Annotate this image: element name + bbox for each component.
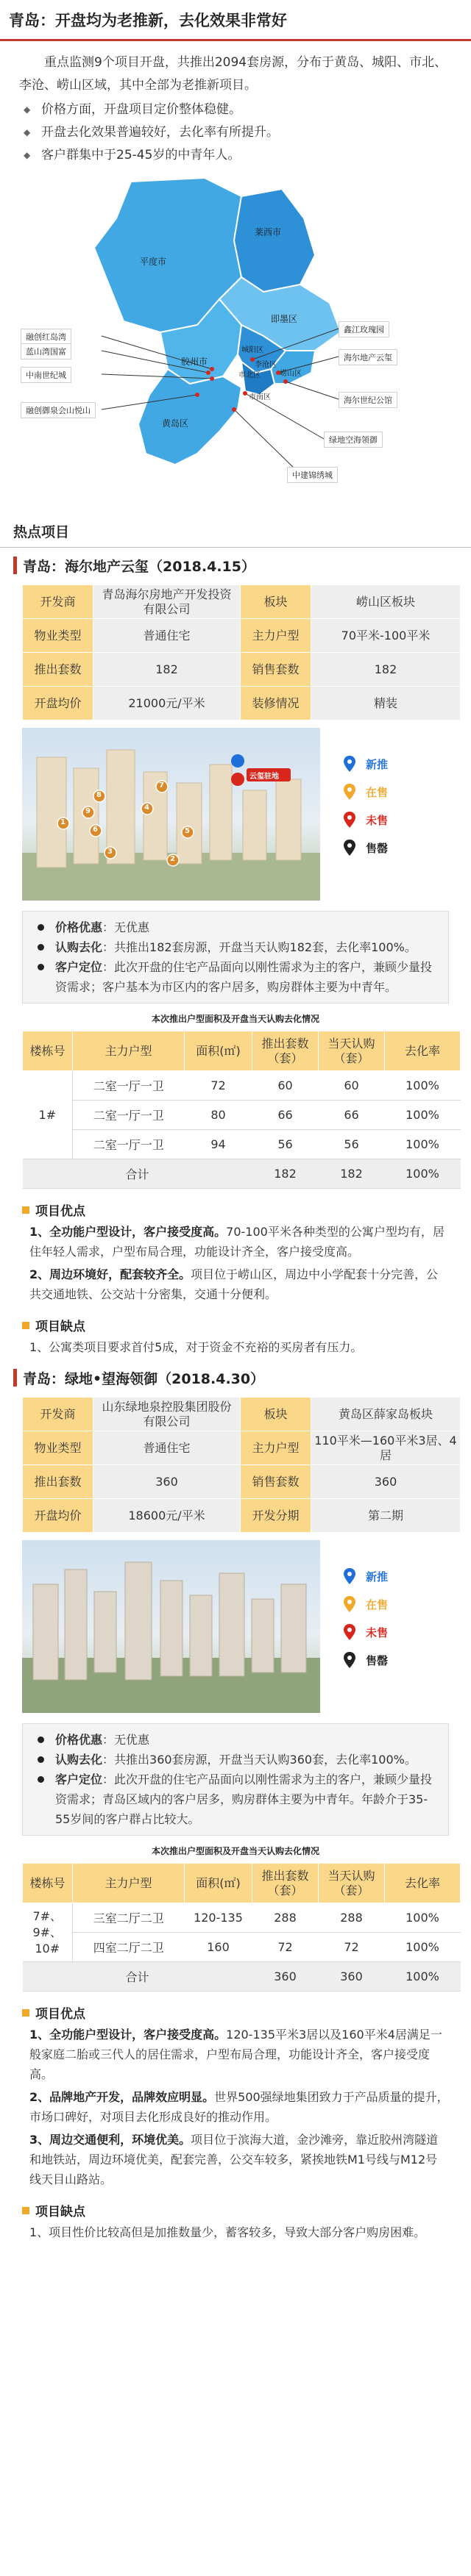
info-key: 销售套数 (241, 653, 311, 687)
legend-item (344, 1562, 388, 1590)
stat-cell: 100% (385, 1130, 461, 1159)
stat-header: 面积(㎡) (185, 1864, 252, 1903)
info-key: 推出套数 (23, 653, 93, 687)
pros-text: 世界500强绿地集团致力于产品质量的提升，市场口碑好，对项目去化形成良好的推动作用。 (29, 2090, 449, 2124)
info-value: 18600元/平米 (93, 1499, 241, 1533)
stat-cell: 360 (252, 1962, 319, 1992)
legend-item (344, 1590, 388, 1618)
district-label: 城阳区 (241, 346, 263, 354)
map-pin-icon (344, 812, 355, 828)
stat-building: 1# (23, 1071, 73, 1159)
info-key: 开发商 (23, 585, 93, 619)
render-illustration (22, 1540, 320, 1713)
project1-render-row (22, 728, 471, 901)
stat-cell: 56 (319, 1130, 385, 1159)
stat-cell: 360 (319, 1962, 385, 1992)
detail-item (55, 917, 438, 937)
info-value: 山东绿地泉控股集团股份有限公司 (93, 1398, 241, 1431)
intro-bullet: ◆ 开盘去化效果普遍较好，去化率有所提升。 (38, 121, 452, 144)
render-illustration (22, 728, 320, 901)
info-row (23, 1431, 461, 1465)
pros-paragraph (29, 1222, 449, 1262)
render-marker-label: 2 (170, 855, 175, 863)
intro-paragraph: 重点监测9个项目开盘，共推出2094套房源，分布于黄岛、城阳、市北、李沧、崂山区域，其中全部为老推新项目。 (19, 55, 447, 93)
project1-stat-caption: 本次推出户型面积及开盘当天认购去化情况 (151, 1014, 319, 1024)
stat-cell: 100% (385, 1962, 461, 1992)
detail-text: ：此次开盘的住宅产品面向以刚性需求为主的客户，兼顾少量投资需求；青岛区域内的客户居多，购房群体主要为中青年。年龄介于35-55岁间的客户群占比较大。 (55, 1772, 433, 1826)
info-key: 销售套数 (241, 1465, 311, 1499)
info-key: 开盘均价 (23, 687, 93, 720)
district-label: 胶州市 (181, 357, 208, 367)
stat-header: 主力户型 (73, 1864, 185, 1903)
pros-paragraph (29, 2130, 449, 2189)
stat-header: 楼栋号 (23, 1031, 73, 1071)
info-value: 110平米—160平米3居、4居 (311, 1431, 461, 1465)
render-marker-label: 8 (96, 791, 102, 799)
heading-text: 项目缺点 (35, 1320, 85, 1334)
map-pin-icon (344, 756, 355, 772)
project2-cons-heading (22, 2201, 471, 2219)
info-row (23, 1398, 461, 1431)
legend-item (344, 750, 388, 778)
stat-cell: 182 (319, 1159, 385, 1189)
map-pin-icon (344, 1568, 355, 1584)
project2-stat-table (22, 1863, 461, 1992)
stat-total-label: 合计 (23, 1962, 252, 1992)
heading-text: 项目优点 (35, 1204, 85, 1219)
intro-bullet: ◆ 客户群集中于25-45岁的中青年人。 (38, 144, 452, 167)
info-value: 182 (311, 653, 461, 687)
legend-label: 新推 (366, 1570, 389, 1584)
qingdao-district-map (21, 174, 455, 505)
detail-label: 客户定位 (55, 1772, 103, 1786)
stat-cell: 288 (319, 1903, 385, 1933)
map-project-label: 中南世纪城 (21, 367, 71, 383)
render-marker-label: 7 (159, 781, 164, 790)
map-project-label: 融创御泉会山悦山 (21, 402, 96, 418)
stat-cell: 60 (319, 1071, 385, 1101)
pros-text: 70-100平米各种类型的公寓户型均有，居住年轻人需求，户型布局合理，功能设计齐全，客户接受度高。 (29, 1225, 445, 1259)
legend-item (344, 1618, 388, 1646)
legend-label: 在售 (366, 1598, 389, 1611)
detail-text: ：此次开盘的住宅产品面向以刚性需求为主的客户，兼顾少量投资需求；客户基本为市区内的客户居多，购房群体主要为中青年。 (55, 960, 433, 994)
project1-legend (344, 728, 388, 901)
stat-cell: 100% (385, 1933, 461, 1962)
district-label: 李沧区 (255, 361, 277, 369)
detail-item (55, 1730, 438, 1750)
render-marker-label: 5 (185, 827, 190, 835)
pros-lead: 1、全功能户型设计，客户接受度高。 (29, 2028, 227, 2042)
info-key: 主力户型 (241, 1431, 311, 1465)
detail-item (55, 937, 438, 957)
stat-header: 楼栋号 (23, 1864, 73, 1903)
info-key: 装修情况 (241, 687, 311, 720)
stat-cell: 80 (185, 1101, 252, 1130)
stat-cell: 100% (385, 1903, 461, 1933)
stat-cell: 四室二厅二卫 (73, 1933, 185, 1962)
stat-cell: 72 (252, 1933, 319, 1962)
project1-stat-table (22, 1031, 461, 1189)
render-marker-label: 9 (85, 807, 91, 815)
project1-title-row (13, 555, 471, 576)
stat-cell: 二室一厅一卫 (73, 1130, 185, 1159)
info-value: 普通住宅 (93, 1431, 241, 1465)
detail-text: ：共推出182套房源，开盘当天认购182套，去化率100%。 (102, 940, 417, 954)
title-accent-bar (13, 1369, 17, 1387)
pros-lead: 3、周边交通便利，环境优美。 (29, 2133, 191, 2147)
intro-bullet: ◆ 价格方面，开盘项目定价整体稳健。 (38, 99, 452, 121)
info-row (23, 619, 461, 653)
project2-stat-caption: 本次推出户型面积及开盘当天认购去化情况 (151, 1846, 319, 1856)
pros-text: 项目位于崂山区，周边中小学配套十分完善，公共交通地铁、公交站十分密集，交通十分便利。 (29, 1267, 439, 1301)
stat-cell: 288 (252, 1903, 319, 1933)
detail-item (55, 957, 438, 997)
stat-header: 去化率 (385, 1864, 461, 1903)
project2-info-table (22, 1397, 461, 1533)
stat-cell: 100% (385, 1159, 461, 1189)
stat-cell: 182 (252, 1159, 319, 1189)
map-graphic (21, 174, 455, 505)
detail-label: 价格优惠 (55, 1733, 103, 1747)
info-value: 360 (311, 1465, 461, 1499)
stat-header: 主力户型 (73, 1031, 185, 1071)
map-pin-icon (344, 1624, 355, 1640)
stat-cell: 72 (185, 1071, 252, 1101)
map-project-label: 鑫江玫瑰园 (339, 321, 389, 337)
render-marker-label: 6 (93, 826, 98, 834)
map-pin-icon (344, 1652, 355, 1668)
info-value: 精装 (311, 687, 461, 720)
divider (0, 547, 471, 548)
render-marker-label: 3 (107, 848, 113, 856)
district-label: 市北区 (238, 371, 261, 379)
info-value: 70平米-100平米 (311, 619, 461, 653)
project1-render-image (22, 728, 320, 901)
pros-lead: 2、品牌地产开发，品牌效应明显。 (29, 2090, 215, 2104)
table-row (23, 1101, 461, 1130)
cons-paragraph: 1、项目性价比较高但是加推数量少，蓄客较多，导致大部分客户购房困难。 (29, 2225, 426, 2239)
info-row (23, 687, 461, 720)
legend-label: 在售 (366, 785, 389, 799)
detail-label: 客户定位 (55, 960, 103, 974)
stat-cell: 94 (185, 1130, 252, 1159)
heading-text: 项目优点 (35, 2007, 85, 2022)
map-project-label: 海尔地产云玺 (339, 349, 397, 365)
stat-total-row (23, 1962, 461, 1992)
info-key: 主力户型 (241, 619, 311, 653)
render-site-tag: 云玺驻地 (249, 773, 279, 781)
pros-text: 项目位于滨海大道，金沙滩旁，靠近胶州湾隧道和地铁站，周边环境优美，配套完善，公交车较多，紧挨地铁M1号线与M12号线天目山路站。 (29, 2133, 439, 2186)
detail-text: ：无优惠 (102, 920, 150, 934)
legend-item (344, 1646, 388, 1674)
stat-cell: 三室二厅二卫 (73, 1903, 185, 1933)
district-label: 市南区 (249, 393, 271, 401)
info-key: 开发分期 (241, 1499, 311, 1533)
info-value: 崂山区板块 (311, 585, 461, 619)
stat-cell: 120-135 (185, 1903, 252, 1933)
info-value: 21000元/平米 (93, 687, 241, 720)
stat-cell: 100% (385, 1071, 461, 1101)
project1-pros-heading (22, 1201, 471, 1219)
stat-cell: 二室一厅一卫 (73, 1071, 185, 1101)
map-project-label: 融创红岛湾 (21, 329, 71, 345)
stat-total-label: 合计 (23, 1159, 252, 1189)
map-project-label: 绿地空海领御 (324, 432, 383, 448)
pros-paragraph (29, 2087, 449, 2127)
pros-paragraph (29, 1264, 449, 1304)
legend-item (344, 834, 388, 862)
table-row (23, 1071, 461, 1101)
project2-render-row (22, 1540, 471, 1713)
info-value: 第二期 (311, 1499, 461, 1533)
render-marker-label: 1 (60, 818, 65, 826)
intro-bullets (19, 99, 452, 167)
project2-title-row (13, 1367, 471, 1388)
district-label: 平度市 (140, 257, 167, 267)
legend-item (344, 778, 388, 806)
project2-title: 青岛：绿地•望海领御（2018.4.30） (23, 1370, 265, 1387)
project1-info-table (22, 584, 461, 720)
stat-cell: 56 (252, 1130, 319, 1159)
district-label: 莱西市 (255, 227, 282, 237)
heading-text: 项目缺点 (35, 2205, 85, 2219)
pros-text: 120-135平米3居以及160平米4居满足一般家庭二胎或三代人的居住需求，户型布局合理，功能设计齐全，客户接受度高。 (29, 2028, 442, 2081)
stat-cell: 二室一厅一卫 (73, 1101, 185, 1130)
square-bullet-icon (22, 1206, 29, 1214)
stat-total-row (23, 1159, 461, 1189)
project1-details (22, 911, 449, 1003)
hot-projects-title: 热点项目 (13, 524, 70, 540)
table-row (23, 1130, 461, 1159)
detail-item (55, 1750, 438, 1770)
cons-paragraph: 1、公寓类项目要求首付5成，对于资金不充裕的买房者有压力。 (29, 1340, 363, 1354)
legend-label: 新推 (366, 757, 389, 771)
intro-section (0, 41, 471, 167)
pros-lead: 1、全功能户型设计，客户接受度高。 (29, 1225, 227, 1239)
info-key: 板块 (241, 1398, 311, 1431)
info-value: 360 (93, 1465, 241, 1499)
info-key: 板块 (241, 585, 311, 619)
info-value: 黄岛区薛家岛板块 (311, 1398, 461, 1431)
stat-header-row (23, 1864, 461, 1903)
stat-header: 当天认购（套） (319, 1031, 385, 1071)
stat-header: 推出套数（套） (252, 1864, 319, 1903)
pros-lead: 2、周边环境好，配套较齐全。 (29, 1267, 191, 1281)
project2-pros-heading (22, 2003, 471, 2022)
project1-title: 青岛：海尔地产云玺（2018.4.15） (23, 558, 255, 575)
stat-building: 7#、9#、10# (23, 1903, 73, 1962)
square-bullet-icon (22, 2009, 29, 2017)
stat-cell: 100% (385, 1101, 461, 1130)
stat-cell: 72 (319, 1933, 385, 1962)
table-row (23, 1903, 461, 1933)
detail-label: 价格优惠 (55, 920, 103, 934)
district-label: 黄岛区 (162, 418, 189, 429)
project2-details (22, 1723, 449, 1836)
page-title: 青岛：开盘均为老推新，去化效果非常好 (9, 11, 287, 29)
map-region-huangdao (138, 369, 241, 465)
info-key: 物业类型 (23, 1431, 93, 1465)
detail-text: ：共推出360套房源，开盘当天认购360套，去化率100%。 (102, 1753, 417, 1767)
legend-label: 售罄 (366, 1653, 389, 1667)
stat-cell: 66 (319, 1101, 385, 1130)
map-pin-icon (344, 840, 355, 856)
legend-label: 未售 (366, 813, 389, 827)
district-label: 即墨区 (271, 314, 298, 324)
pros-paragraph (29, 2025, 449, 2084)
stat-cell: 160 (185, 1933, 252, 1962)
square-bullet-icon (22, 2207, 29, 2214)
legend-label: 售罄 (366, 841, 389, 855)
detail-text: ：无优惠 (102, 1733, 150, 1747)
map-region-laixi (234, 189, 315, 292)
render-marker-label: 4 (144, 804, 149, 812)
project1-cons-heading (22, 1316, 471, 1334)
project2-render-image (22, 1540, 320, 1713)
info-value: 182 (93, 653, 241, 687)
detail-item (55, 1770, 438, 1829)
title-accent-bar (13, 557, 17, 574)
stat-header: 推出套数（套） (252, 1031, 319, 1071)
stat-cell: 66 (252, 1101, 319, 1130)
stat-header: 去化率 (385, 1031, 461, 1071)
info-key: 开发商 (23, 1398, 93, 1431)
detail-label: 认购去化 (55, 1753, 103, 1767)
district-label: 崂山区 (280, 370, 302, 378)
info-row (23, 585, 461, 619)
info-key: 开盘均价 (23, 1499, 93, 1533)
page-title-bar (0, 0, 471, 41)
info-row (23, 653, 461, 687)
info-value: 普通住宅 (93, 619, 241, 653)
detail-label: 认购去化 (55, 940, 103, 954)
square-bullet-icon (22, 1322, 29, 1329)
map-project-label: 蓝山湾国富 (21, 343, 71, 359)
map-project-label: 中建锦绣城 (287, 467, 338, 483)
map-pin-icon (344, 1596, 355, 1612)
legend-label: 未售 (366, 1625, 389, 1639)
info-key: 物业类型 (23, 619, 93, 653)
info-key: 推出套数 (23, 1465, 93, 1499)
stat-cell: 60 (252, 1071, 319, 1101)
map-pin-icon (344, 784, 355, 800)
table-row (23, 1933, 461, 1962)
stat-header-row (23, 1031, 461, 1071)
stat-header: 面积(㎡) (185, 1031, 252, 1071)
legend-item (344, 806, 388, 834)
project2-legend (344, 1540, 388, 1713)
info-value: 青岛海尔房地产开发投资有限公司 (93, 585, 241, 619)
stat-header: 当天认购（套） (319, 1864, 385, 1903)
info-row (23, 1465, 461, 1499)
map-project-label: 海尔世纪公馆 (339, 392, 397, 408)
info-row (23, 1499, 461, 1533)
